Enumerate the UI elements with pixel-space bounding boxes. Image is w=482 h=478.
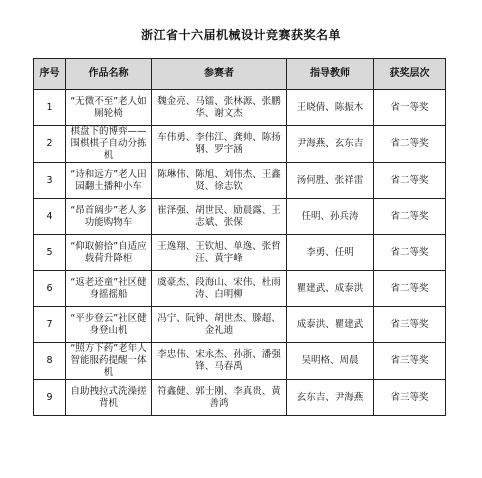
cell-work-name: 棋盘下的博弈——围棋棋子自动分拣机: [66, 126, 152, 163]
cell-participants: 冯宁、阮钟、胡世杰、滕超、金礼迪: [152, 307, 287, 343]
cell-participants: 崔泽强、胡世民、励晨露、王志斌、张保: [152, 199, 287, 235]
cell-award-level: 省二等奖: [374, 163, 446, 199]
cell-index: 6: [34, 271, 66, 307]
cell-work-name: “仰取俯拾”自适应载荷升降柜: [66, 235, 152, 271]
cell-award-level: 省三等奖: [374, 343, 446, 380]
header-participants: 参赛者: [152, 59, 287, 90]
cell-advisors: 李勇、任明: [287, 235, 374, 271]
cell-advisors: 玄东吉、尹海燕: [287, 380, 374, 416]
cell-advisors: 汤何胜、张祥雷: [287, 163, 374, 199]
cell-index: 7: [34, 307, 66, 343]
header-advisors: 指导教师: [287, 59, 374, 90]
cell-award-level: 省三等奖: [374, 380, 446, 416]
table-row: [34, 163, 446, 199]
cell-index: 3: [34, 163, 66, 199]
cell-advisors: 任明、孙兵涛: [287, 199, 374, 235]
table-row: [34, 90, 446, 126]
cell-advisors: 成泰洪、瞿建武: [287, 307, 374, 343]
award-table: [33, 58, 446, 416]
cell-award-level: 省二等奖: [374, 199, 446, 235]
cell-award-level: 省三等奖: [374, 307, 446, 343]
table-row: [34, 271, 446, 307]
table-row: [34, 126, 446, 163]
cell-index: 2: [34, 126, 66, 163]
table-row: [34, 343, 446, 380]
document-title: 浙江省十六届机械设计竞赛获奖名单: [140, 28, 341, 42]
cell-work-name: “诗和远方”老人田园翻土播种小车: [66, 163, 152, 199]
header-award-level: 获奖层次: [374, 59, 446, 90]
cell-participants: 陈琳伟、陈旭、刘伟杰、王鑫贤、徐志钦: [152, 163, 287, 199]
cell-award-level: 省二等奖: [374, 126, 446, 163]
cell-index: 1: [34, 90, 66, 126]
cell-participants: 王逸翔、王钦旭、单逸、张哲汪、黄宇峰: [152, 235, 287, 271]
cell-award-level: 省二等奖: [374, 235, 446, 271]
cell-advisors: 瞿建武、成泰洪: [287, 271, 374, 307]
cell-advisors: 王晓倩、陈振木: [287, 90, 374, 126]
cell-work-name: “无微不至”老人如厕轮椅: [66, 90, 152, 126]
cell-work-name: “昂首阔步”老人多功能购物车: [66, 199, 152, 235]
table-row: [34, 199, 446, 235]
cell-award-level: 省一等奖: [374, 90, 446, 126]
header-work-name: 作品名称: [66, 59, 152, 90]
cell-work-name: “平步登云”社区健身登山机: [66, 307, 152, 343]
cell-index: 4: [34, 199, 66, 235]
table-row: [34, 235, 446, 271]
table-row: [34, 380, 446, 416]
cell-participants: 车伟勇、李伟江、龚帅、陈扬钢、罗宇涵: [152, 126, 287, 163]
cell-participants: 符鑫健、郭士刚、李真贵、黄善鸿: [152, 380, 287, 416]
cell-work-name: “返老还童”社区健身摇摇船: [66, 271, 152, 307]
table-row: [34, 307, 446, 343]
cell-advisors: 尹海燕、玄东吉: [287, 126, 374, 163]
cell-advisors: 吴明格、周晨: [287, 343, 374, 380]
cell-index: 8: [34, 343, 66, 380]
table-header-row: [34, 59, 446, 90]
cell-participants: 魏金亮、马镭、张林源、张鹏华、谢文杰: [152, 90, 287, 126]
header-index: 序号: [34, 59, 66, 90]
cell-work-name: “照方下药”老年人智能服药提醒一体机: [66, 343, 152, 380]
cell-work-name: 自助拽拉式洗澡搓背机: [66, 380, 152, 416]
cell-participants: 李忠伟、宋永杰、孙浙、潘强锋、马春禹: [152, 343, 287, 380]
cell-participants: 虞豪杰、段海山、宋伟、杜雨涛、白明柳: [152, 271, 287, 307]
cell-index: 5: [34, 235, 66, 271]
cell-index: 9: [34, 380, 66, 416]
cell-award-level: 省二等奖: [374, 271, 446, 307]
